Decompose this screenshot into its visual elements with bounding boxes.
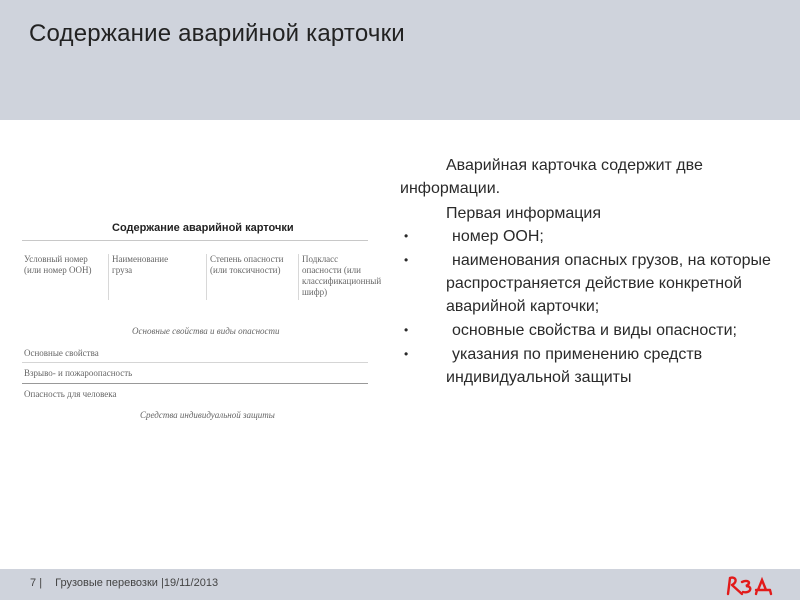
footer-separator: | [39, 577, 43, 589]
footer-caption: Грузовые перевозки |19/11/2013 [55, 577, 219, 589]
footer-bar [0, 569, 800, 600]
card-column-divider [206, 254, 207, 300]
card-footer-heading: Средства индивидуальной защиты [140, 410, 275, 420]
card-title-rule [22, 240, 368, 241]
bullet-icon: • [404, 347, 409, 361]
bullet-text: наименования опасных грузов, на которые распространяется действие конкретной аварийной карточки; [446, 252, 771, 315]
card-row-rule [22, 362, 368, 363]
list-item [400, 249, 780, 318]
card-column-divider [298, 254, 299, 300]
list-item [400, 343, 780, 389]
card-column-un-number: Условный номер (или номер ООН) [24, 254, 92, 275]
page-number: 7 [30, 577, 37, 589]
bullet-text: номер ООН; [452, 228, 544, 245]
card-row-fire-hazard: Взрыво- и пожароопасность [24, 368, 133, 378]
card-column-cargo-name: Наименование груза [112, 254, 169, 275]
slide-title: Содержание аварийной карточки [29, 20, 405, 47]
card-row-rule [22, 383, 368, 384]
intro-paragraph: Аварийная карточка содержит две информации. [400, 157, 703, 197]
bullet-icon: • [404, 323, 409, 337]
list-item [400, 319, 780, 342]
footer-text [30, 577, 218, 589]
emergency-card-image [22, 218, 382, 428]
card-column-hazard-level: Степень опасности (или токсичности) [210, 254, 284, 275]
rzd-logo-icon [726, 574, 776, 596]
content-text [400, 154, 780, 390]
bullet-text: указания по применению средств индивидуальной защиты [446, 346, 703, 386]
card-subheading: Основные свойства и виды опасности [132, 326, 280, 336]
card-column-divider [108, 254, 109, 300]
card-row-properties: Основные свойства [24, 348, 99, 358]
bullet-icon: • [404, 253, 409, 267]
first-info-label: Первая информация [446, 205, 602, 222]
bullet-text: основные свойства и виды опасности; [452, 322, 737, 339]
list-item [400, 225, 780, 248]
bullet-icon: • [404, 229, 409, 243]
header-bar [0, 0, 800, 120]
card-title: Содержание аварийной карточки [112, 222, 294, 234]
bullet-list [400, 225, 780, 389]
card-column-hazard-subclass: Подкласс опасности (или классификационный шифр) [302, 254, 382, 297]
card-row-human-hazard: Опасность для человека [24, 389, 117, 399]
